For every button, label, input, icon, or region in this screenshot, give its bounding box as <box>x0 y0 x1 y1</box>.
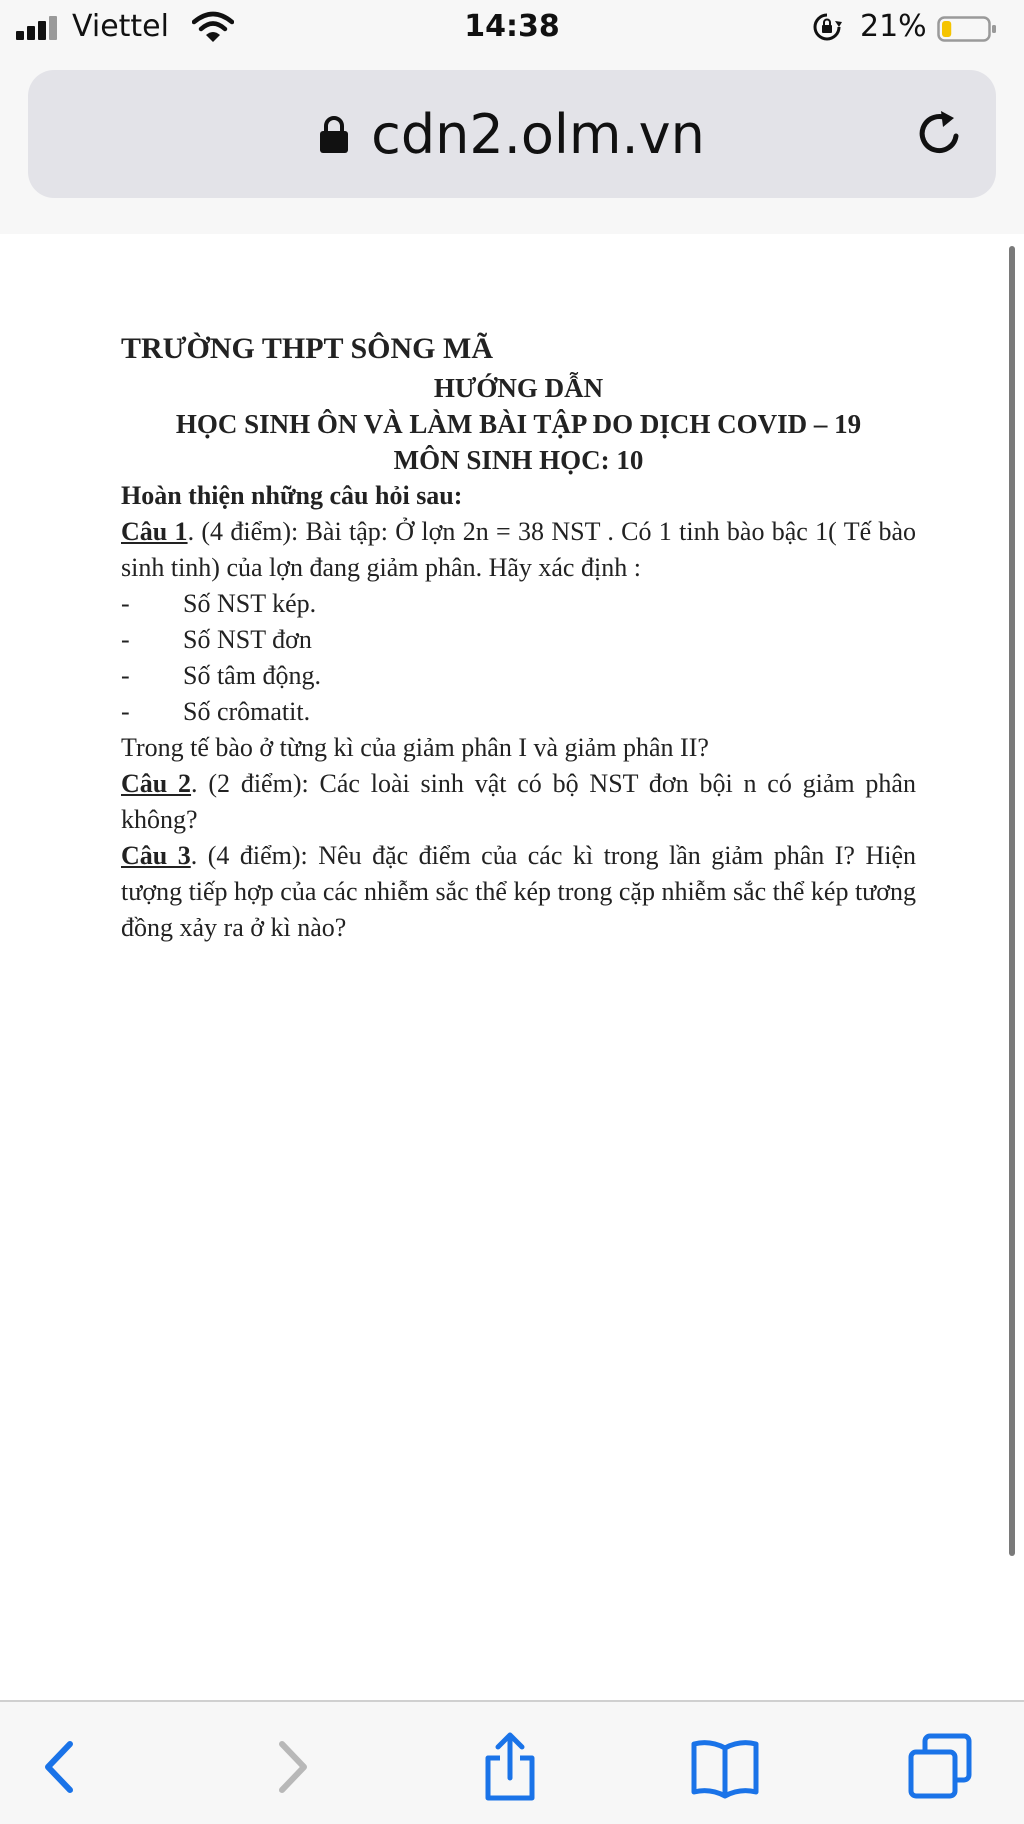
list-item-text: Số crômatit. <box>183 697 311 726</box>
scrollbar[interactable] <box>1009 246 1015 1556</box>
back-icon[interactable] <box>28 1732 98 1802</box>
document <box>121 328 916 946</box>
reload-icon[interactable] <box>914 108 966 160</box>
list-item <box>121 586 916 622</box>
page-viewport[interactable] <box>0 234 1024 1700</box>
question-1 <box>121 514 916 586</box>
battery-icon <box>937 16 997 42</box>
status-bar <box>0 0 1024 58</box>
list-item <box>121 622 916 658</box>
share-icon[interactable] <box>475 1732 545 1802</box>
list-dash: - <box>121 625 130 654</box>
bookmarks-icon[interactable] <box>690 1732 760 1802</box>
list-dash: - <box>121 589 130 618</box>
list-dash: - <box>121 697 130 726</box>
question-2-label: Câu 2 <box>121 769 192 798</box>
carrier-name: Viettel <box>72 9 169 44</box>
list-item-text: Số tâm động. <box>183 661 321 690</box>
padlock-icon <box>319 114 349 154</box>
tabs-icon[interactable] <box>905 1732 975 1802</box>
list-item <box>121 658 916 694</box>
battery-percent: 21% <box>860 9 927 44</box>
question-1-follow: Trong tế bào ở từng kì của giảm phân I và giảm phân II? <box>121 733 709 762</box>
question-3-text: . (4 điểm): Nêu đặc điểm của các kì trong lần giảm phân I? Hiện tượng tiếp hợp của các nhiễm sắc thể kép trong cặp nhiễm sắc thể kép tương đồng xảy ra ở kì nào? <box>121 841 917 942</box>
url-text[interactable]: cdn2.olm.vn <box>371 102 705 166</box>
list-item <box>121 694 916 730</box>
list-item-text: Số NST kép. <box>183 589 317 618</box>
bottom-toolbar <box>0 1700 1024 1824</box>
question-2 <box>121 766 916 838</box>
address-bar[interactable] <box>28 70 996 198</box>
rotation-lock-icon <box>812 12 842 42</box>
doc-heading-guide: HƯỚNG DẪN <box>433 373 604 403</box>
doc-heading-title: HỌC SINH ÔN VÀ LÀM BÀI TẬP DO DỊCH COVID – 19 <box>175 409 862 439</box>
question-1-text: . (4 điểm): Bài tập: Ở lợn 2n = 38 NST . Có 1 tinh bào bậc 1( Tế bào sinh tinh) của lợn đang giảm phân. Hãy xác định : <box>121 517 916 582</box>
browser-toolbar <box>0 58 1024 236</box>
question-3 <box>121 838 916 946</box>
instruction-text: Hoàn thiện những câu hỏi sau: <box>121 481 463 510</box>
list-dash: - <box>121 661 130 690</box>
school-name: TRƯỜNG THPT SÔNG MÃ <box>121 332 493 365</box>
question-3-label: Câu 3 <box>121 841 191 870</box>
doc-heading-subject: MÔN SINH HỌC: 10 <box>393 445 644 475</box>
address-content[interactable] <box>28 70 996 198</box>
question-1-label: Câu 1 <box>121 517 188 546</box>
forward-icon[interactable] <box>256 1732 326 1802</box>
status-time: 14:38 <box>464 9 560 44</box>
question-2-text: . (2 điểm): Các loài sinh vật có bộ NST đơn bội n có giảm phân không? <box>121 769 916 834</box>
list-item-text: Số NST đơn <box>183 625 312 654</box>
